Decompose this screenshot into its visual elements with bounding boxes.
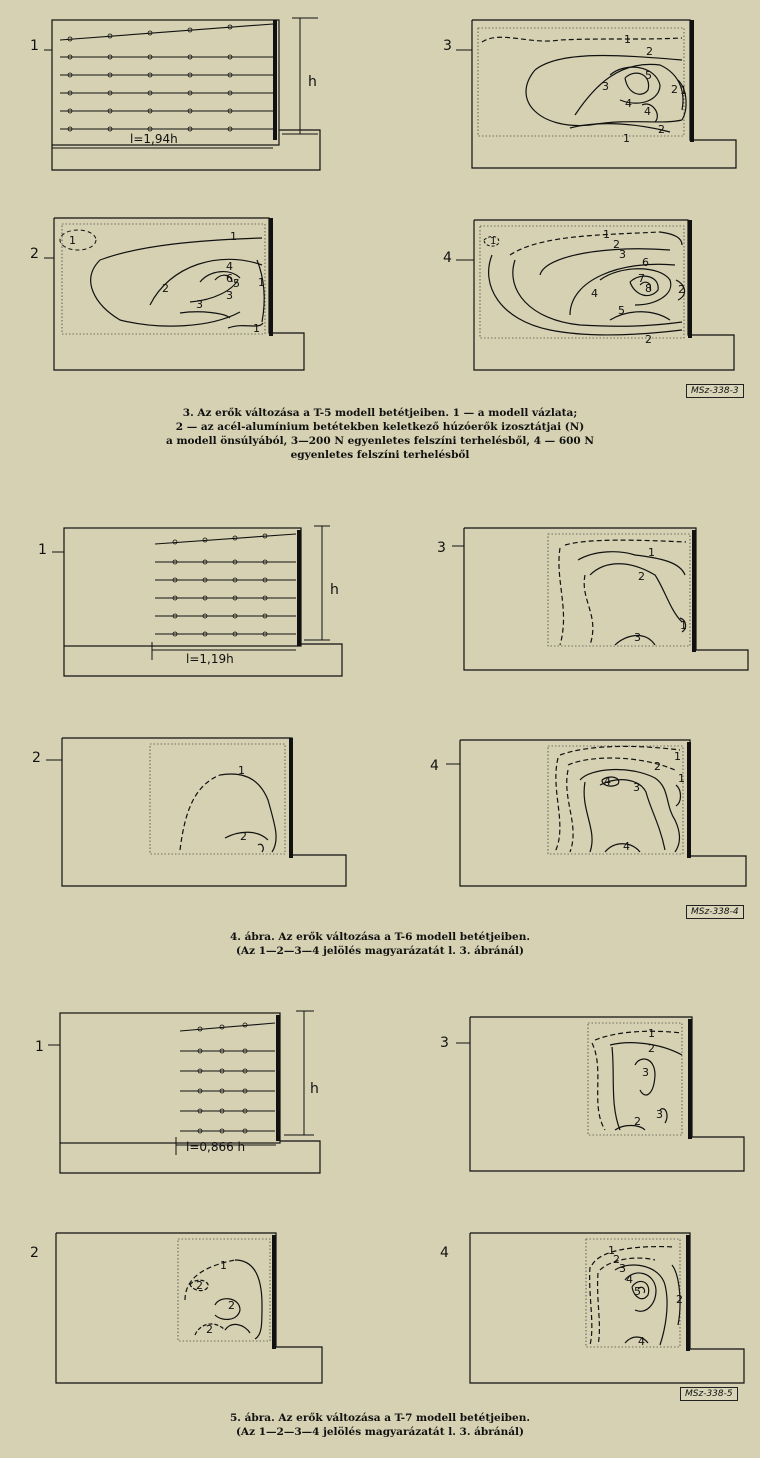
contour-label: 3	[226, 289, 233, 302]
panel-2-number: 2	[32, 750, 41, 766]
isostatic-diagram-600n	[420, 1225, 760, 1390]
panel-1-number: 1	[35, 1039, 44, 1055]
contour-label: 1	[258, 276, 265, 289]
contour-label: 4	[591, 287, 598, 300]
figure-code-stamp: MSz-338-3	[686, 384, 744, 398]
contour-label: 3	[619, 1262, 626, 1275]
contour-label: 1	[490, 236, 497, 247]
contour-label: 3	[656, 1108, 663, 1121]
figure-caption	[90, 406, 670, 462]
isostatic-diagram-600n	[420, 210, 750, 380]
contour-label: 2	[645, 333, 652, 346]
contour-label: 3	[602, 80, 609, 93]
caption-line: a modell önsúlyából, 3—200 N egyenletes felszíni terhelésből, 4 — 600 N	[165, 435, 594, 447]
caption-line: 2 — az acél-alumínium betétekben keletkező húzóerők izosztátjai (N)	[175, 421, 585, 433]
panel-3-number: 3	[443, 38, 452, 54]
contour-label: 1	[69, 234, 76, 247]
contour-label: 2	[206, 1323, 213, 1336]
contour-label: 2	[648, 1042, 655, 1055]
caption-line: 5. ábra. Az erők változása a T-7 modell betétjeiben.	[229, 1412, 530, 1424]
panel-4-number: 4	[443, 250, 452, 266]
contour-label: 2	[634, 1115, 641, 1128]
contour-label: 2	[638, 570, 645, 583]
contour-label: 5	[645, 69, 652, 82]
figure-4	[0, 500, 760, 960]
model-sketch-t7	[0, 985, 340, 1175]
figure-code-stamp: MSz-338-5	[680, 1387, 738, 1401]
caption-line: 3. Az erők változása a T-5 modell betétjeiben. 1 — a modell vázlata;	[182, 407, 578, 419]
contour-label: 3	[634, 631, 641, 644]
contour-label: 4	[604, 775, 611, 788]
contour-label: 5	[233, 277, 240, 290]
panel-4-number: 4	[440, 1245, 449, 1261]
contour-label: 1	[624, 33, 631, 46]
contour-label: 2	[228, 1299, 235, 1312]
isostatic-diagram-200n	[420, 0, 750, 180]
model-sketch-t5	[0, 0, 340, 180]
contour-label: 2	[654, 760, 661, 773]
figure-code-stamp: MSz-338-4	[686, 905, 744, 919]
figure-5	[0, 985, 760, 1455]
panel-2-number: 2	[30, 1245, 39, 1261]
contour-label: 2	[162, 282, 169, 295]
contour-label: 1	[603, 228, 610, 241]
panel-4-number: 4	[430, 758, 439, 774]
contour-label: 1	[230, 230, 237, 243]
isostatic-diagram-own-weight	[0, 1225, 340, 1390]
contour-label: 2	[671, 83, 678, 96]
panel-3-number: 3	[437, 540, 446, 556]
caption-line: egyenletes felszíni terhelésből	[290, 449, 470, 461]
contour-label: 4	[625, 97, 632, 110]
contour-label: 2	[646, 45, 653, 58]
contour-label: 2	[240, 830, 247, 843]
contour-label: 1	[253, 322, 260, 335]
isostatic-diagram-200n	[420, 985, 760, 1175]
contour-label: 1	[678, 772, 685, 785]
isostatic-diagram-200n	[420, 500, 760, 675]
contour-label: 1	[674, 750, 681, 763]
contour-label: 7	[638, 272, 645, 285]
isostatic-diagram-own-weight	[0, 210, 330, 380]
contour-label: 4	[644, 105, 651, 118]
contour-label: 3	[633, 781, 640, 794]
length-label: l=1,94h	[130, 132, 178, 146]
contour-label: 2	[678, 283, 685, 296]
height-label: h	[308, 74, 317, 90]
contour-label: 4	[638, 1335, 645, 1348]
height-label: h	[310, 1081, 319, 1097]
contour-label: 4	[626, 1273, 633, 1286]
contour-label: 1	[648, 546, 655, 559]
contour-label: 1	[648, 1027, 655, 1040]
model-sketch-t6	[0, 500, 350, 680]
contour-label: 1	[238, 764, 245, 777]
isostatic-diagram-own-weight	[0, 730, 350, 895]
contour-label: 2	[613, 1253, 620, 1266]
contour-label: 3	[642, 1066, 649, 1079]
contour-label: 4	[226, 260, 233, 273]
height-label: h	[330, 582, 339, 598]
contour-label: 5	[634, 1285, 641, 1298]
contour-label: 2	[613, 238, 620, 251]
figure-caption	[90, 1411, 670, 1439]
length-label: l=0,866 h	[186, 1140, 246, 1154]
contour-label: 8	[645, 282, 652, 295]
contour-label: 3	[196, 298, 203, 311]
contour-label: 4	[623, 840, 630, 853]
caption-line: (Az 1—2—3—4 jelölés magyarázatát l. 3. ábránál)	[235, 1426, 525, 1438]
contour-label: 6	[642, 256, 649, 269]
contour-label: 2	[196, 1279, 203, 1292]
contour-label: 2	[658, 123, 665, 136]
isostatic-diagram-600n	[420, 730, 760, 895]
contour-label: 1	[608, 1244, 615, 1257]
panel-3-number: 3	[440, 1035, 449, 1051]
contour-label: 3	[619, 248, 626, 261]
contour-label: 1	[680, 84, 687, 97]
figure-3	[0, 0, 760, 465]
contour-label: 2	[676, 1293, 683, 1306]
contour-label: 6	[226, 272, 233, 285]
caption-line: 4. ábra. Az erők változása a T-6 modell betétjeiben.	[229, 931, 530, 943]
panel-1-number: 1	[30, 38, 39, 54]
caption-line: (Az 1—2—3—4 jelölés magyarázatát l. 3. ábránál)	[235, 945, 525, 957]
length-label: l=1,19h	[186, 652, 234, 666]
contour-label: 1	[623, 132, 630, 145]
contour-label: 5	[618, 304, 625, 317]
panel-2-number: 2	[30, 246, 39, 262]
contour-label: 1	[220, 1259, 227, 1272]
contour-label: 1	[680, 619, 687, 632]
figure-caption	[90, 930, 670, 958]
panel-1-number: 1	[38, 542, 47, 558]
